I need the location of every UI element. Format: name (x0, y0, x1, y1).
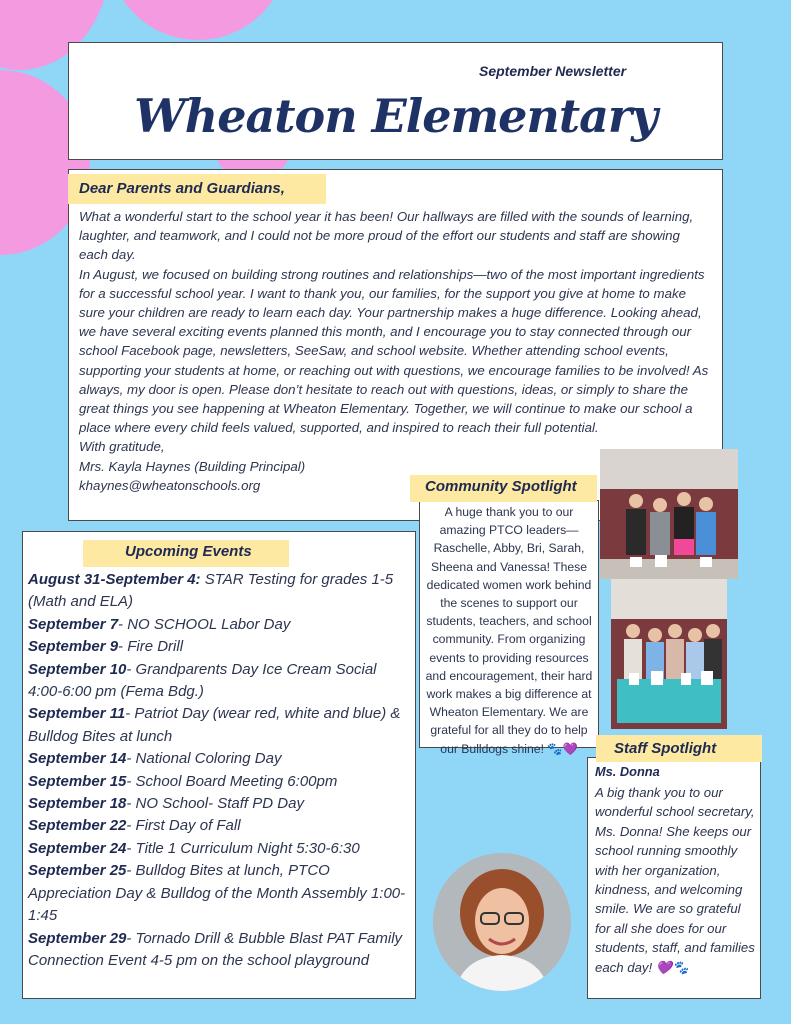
event-date: September 29 (28, 929, 127, 947)
community-spotlight-heading: Community Spotlight (410, 475, 597, 502)
community-spotlight-panel (419, 500, 599, 756)
event-description: - Patriot Day (wear red, white and blue) & Bulldog Bites at lunch (28, 705, 401, 745)
event-date: September 14 (28, 750, 127, 768)
event-description: - School Board Meeting 6:00pm (126, 772, 338, 790)
staff-portrait-photo (433, 853, 571, 991)
letter-signature: Mrs. Kayla Haynes (Building Principal) (79, 458, 306, 474)
letter-closing: With gratitude, (79, 439, 165, 455)
event-date: September 22 (28, 817, 127, 835)
event-date: September 25 (28, 862, 127, 880)
event-date: September 15 (28, 772, 127, 790)
event-item (28, 703, 410, 748)
staff-spotlight-heading: Staff Spotlight (596, 735, 762, 762)
community-spotlight-text: A huge thank you to our amazing PTCO leaders—Raschelle, Abby, Bri, Sarah, Sheena and Vanessa! These dedicated women work behind the scenes to support our students, teachers, and school community. From organizing events to providing resources and encouragement, their hard work makes a big difference at Wheaton Elementary. We are grateful for all they do to help our Bulldogs shine! 🐾💜 (425, 505, 593, 756)
event-description: - Fire Drill (118, 638, 184, 656)
event-item (28, 838, 410, 860)
event-description: - Grandparents Day Ice Cream Social 4:00-6:00 pm (Fema Bdg.) (28, 660, 377, 701)
event-date: September 18 (28, 795, 127, 813)
event-item (28, 793, 410, 815)
event-date: September 10 (28, 660, 127, 678)
newsletter-header (68, 42, 723, 160)
event-date: September 9 (28, 638, 119, 656)
events-list (28, 569, 410, 972)
event-description: - NO SCHOOL Labor Day (118, 615, 291, 633)
event-item (28, 815, 410, 837)
school-name-title: Wheaton Elementary (134, 89, 657, 143)
ptco-group-photo (600, 449, 738, 579)
event-item (28, 614, 410, 636)
staff-spotlight-text: A big thank you to our wonderful school secretary, Ms. Donna! She keeps our school running smoothly with her organization, kindness, and welcoming smile. We are so grateful for all she does for our students, staff, and families each day! 💜🐾 (595, 785, 755, 975)
event-description: - Tornado Drill & Bubble Blast PAT Family Connection Event 4-5 pm on the school playground (28, 929, 403, 969)
event-date: September 24 (28, 839, 127, 857)
event-date: September 7 (28, 615, 119, 633)
event-date: August 31-September 4: (28, 571, 201, 588)
event-description: - Title 1 Curriculum Night 5:30-6:30 (126, 839, 360, 857)
principal-email: khaynes@wheatonschools.org (79, 477, 261, 493)
event-description: STAR Testing for grades 1-5 (Math and ELA) (28, 571, 394, 611)
upcoming-events-panel (22, 531, 416, 999)
newsletter-label: September Newsletter (479, 63, 627, 79)
event-item (28, 569, 410, 614)
upcoming-events-heading: Upcoming Events (83, 540, 289, 567)
event-description: - Bulldog Bites at lunch, PTCO Appreciation Day & Bulldog of the Month Assembly 1:00-1:45 (28, 862, 406, 925)
event-date: September 11 (28, 705, 126, 723)
event-item (28, 928, 410, 973)
letter-paragraph: In August, we focused on building strong routines and relationships—two of the most important ingredients for a successful school year. I want to thank you, our families, for the support you give at home to make sure your children are ready to learn each day. Your partnership makes a huge difference. Looking ahead, we have several exciting events planned this month, and I encourage you to stay connected through our school Facebook page, newsletters, SeeSaw, and school website. Whether attending school events, supporting your students at home, or reaching out with questions, we encourage families to be involved! As always, my door is open. Please don’t hesitate to reach out with questions, ideas, or simply to share the great things you see happening at Wheaton Elementary. Together, we will continue to make our school a place where every child feels valued, supported, and inspired to reach their full potential. (79, 266, 709, 436)
event-item (28, 748, 410, 770)
staff-name: Ms. Donna (595, 764, 660, 779)
letter-greeting: Dear Parents and Guardians, (68, 174, 326, 204)
pink-circle-decoration (108, 0, 288, 40)
event-item (28, 636, 410, 658)
event-description: - First Day of Fall (126, 817, 241, 835)
event-item (28, 659, 410, 704)
ptco-group-photo (611, 579, 727, 729)
event-item (28, 771, 410, 793)
event-description: - National Coloring Day (126, 750, 282, 768)
letter-paragraph: What a wonderful start to the school year it has been! Our hallways are filled with the sounds of learning, laughter, and teamwork, and I could not be more proud of the effort our students and staff are showing each day. (79, 209, 694, 263)
event-description: - NO School- Staff PD Day (126, 795, 304, 813)
staff-spotlight-panel (587, 757, 761, 999)
event-item (28, 860, 410, 927)
